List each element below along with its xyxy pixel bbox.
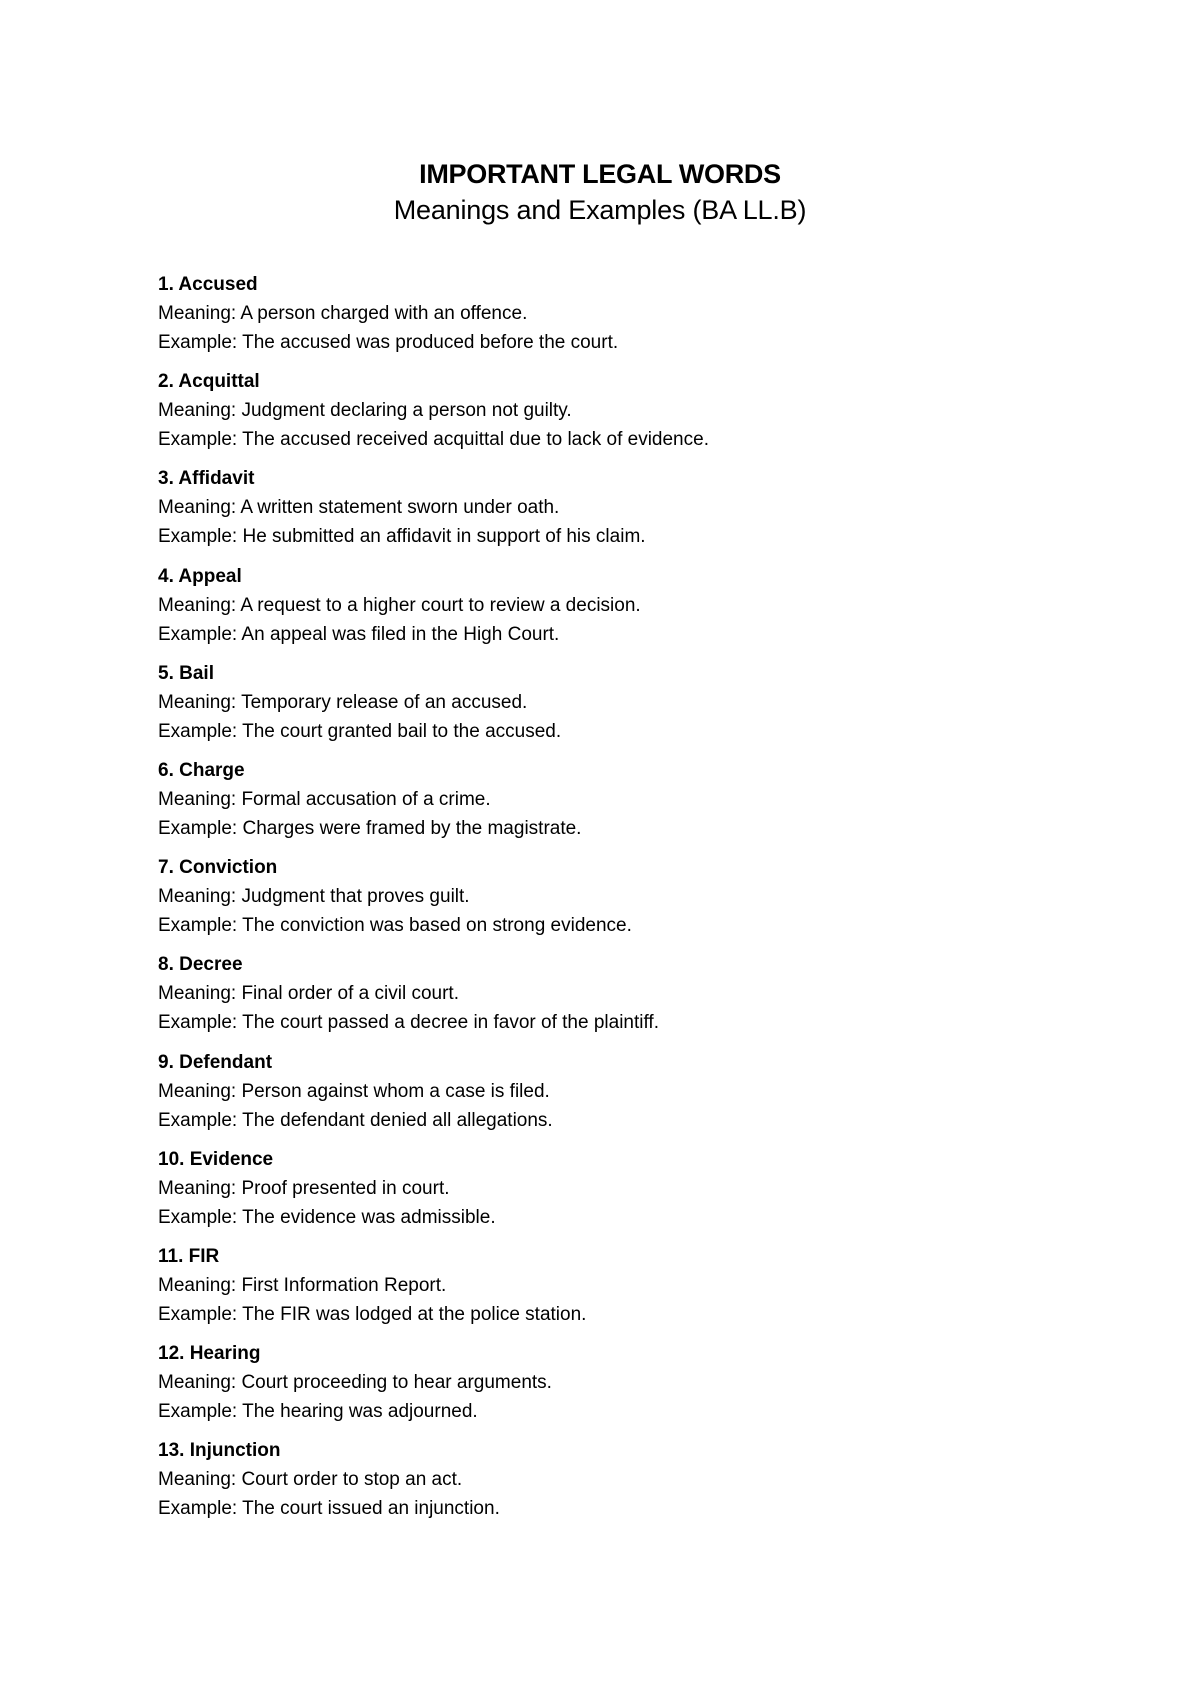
page-title: IMPORTANT LEGAL WORDS — [419, 159, 781, 189]
document-header — [0, 156, 1200, 228]
term-example: Example: The court granted bail to the accused. — [158, 720, 562, 742]
term-meaning: Meaning: A written statement sworn under oath. — [158, 497, 560, 519]
term-meaning: Meaning: Temporary release of an accused. — [158, 691, 528, 713]
term-example: Example: The FIR was lodged at the police station. — [158, 1303, 587, 1325]
term-meaning: Meaning: Judgment declaring a person not guilty. — [158, 400, 572, 422]
term-heading: 3. Affidavit — [158, 468, 255, 490]
term-example: Example: The evidence was admissible. — [158, 1206, 496, 1228]
term-example: Example: The defendant denied all allegations. — [158, 1109, 553, 1131]
glossary-entry — [158, 1242, 1058, 1339]
term-heading: 5. Bail — [158, 662, 214, 684]
term-heading: 7. Conviction — [158, 857, 278, 879]
term-meaning: Meaning: Person against whom a case is filed. — [158, 1080, 550, 1102]
glossary-entry — [158, 950, 1058, 1047]
term-meaning: Meaning: Court proceeding to hear arguments. — [158, 1372, 552, 1394]
term-meaning: Meaning: A person charged with an offence. — [158, 303, 528, 324]
term-meaning: Meaning: Formal accusation of a crime. — [158, 788, 491, 810]
term-example: Example: The accused was produced before the court. — [158, 332, 619, 353]
term-heading: 12. Hearing — [158, 1343, 261, 1365]
term-heading: 11. FIR — [158, 1245, 220, 1267]
term-meaning: Meaning: A request to a higher court to review a decision. — [158, 594, 641, 616]
term-example: Example: The hearing was adjourned. — [158, 1401, 478, 1423]
term-heading: 1. Accused — [158, 274, 258, 295]
term-heading: 8. Decree — [158, 954, 243, 976]
term-heading: 2. Acquittal — [158, 371, 260, 393]
term-meaning: Meaning: Judgment that proves guilt. — [158, 886, 470, 908]
term-example: Example: The conviction was based on strong evidence. — [158, 915, 632, 937]
term-meaning: Meaning: First Information Report. — [158, 1274, 447, 1296]
glossary-entry — [158, 270, 1058, 367]
term-heading: 6. Charge — [158, 759, 245, 781]
glossary-entry — [158, 1048, 1058, 1145]
term-meaning: Meaning: Court order to stop an act. — [158, 1469, 463, 1491]
glossary-list — [158, 270, 1058, 1533]
glossary-entry — [158, 1436, 1058, 1533]
term-heading: 13. Injunction — [158, 1440, 281, 1462]
glossary-entry — [158, 1339, 1058, 1436]
term-heading: 10. Evidence — [158, 1148, 274, 1170]
glossary-entry — [158, 562, 1058, 659]
glossary-entry — [158, 659, 1058, 756]
term-heading: 9. Defendant — [158, 1051, 273, 1073]
term-example: Example: The court passed a decree in favor of the plaintiff. — [158, 1012, 659, 1034]
glossary-entry — [158, 464, 1058, 561]
term-example: Example: An appeal was filed in the High Court. — [158, 623, 560, 645]
term-example: Example: He submitted an affidavit in support of his claim. — [158, 526, 646, 548]
glossary-entry — [158, 367, 1058, 464]
term-heading: 4. Appeal — [158, 565, 242, 587]
glossary-entry — [158, 756, 1058, 853]
glossary-entry — [158, 1145, 1058, 1242]
glossary-entry — [158, 853, 1058, 950]
term-meaning: Meaning: Proof presented in court. — [158, 1177, 450, 1199]
term-example: Example: The court issued an injunction. — [158, 1498, 500, 1520]
term-example: Example: Charges were framed by the magistrate. — [158, 817, 582, 839]
term-meaning: Meaning: Final order of a civil court. — [158, 983, 459, 1005]
page-subtitle: Meanings and Examples (BA LL.B) — [393, 195, 807, 225]
term-example: Example: The accused received acquittal due to lack of evidence. — [158, 429, 709, 451]
